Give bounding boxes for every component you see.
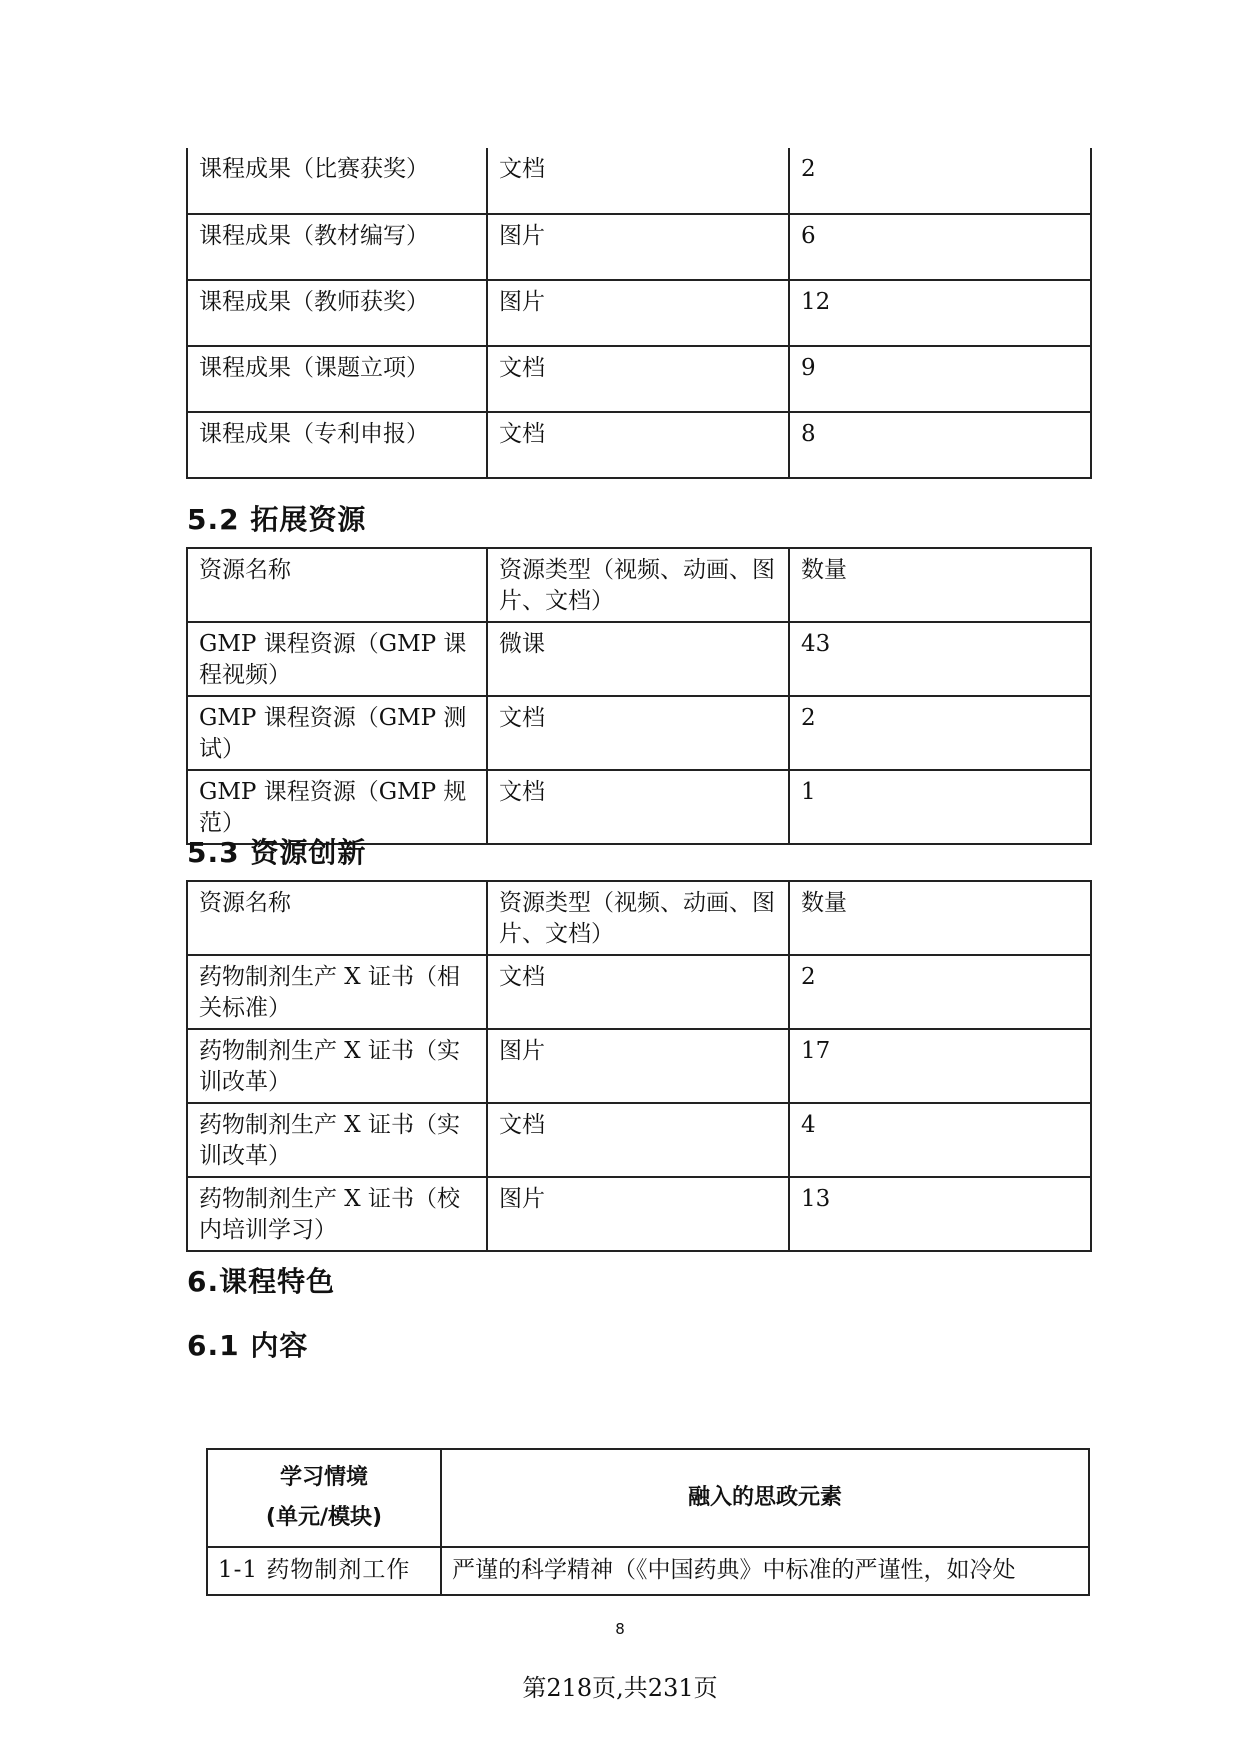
resource-name-cell: GMP 课程资源（GMP 测试） — [187, 696, 487, 770]
header-resource-name: 资源名称 — [187, 881, 487, 955]
ideology-elements-table — [206, 1448, 1090, 1596]
resource-name-cell: 药物制剂生产 X 证书（校内培训学习） — [187, 1177, 487, 1251]
resource-type-cell: 图片 — [487, 1029, 789, 1103]
quantity-cell: 17 — [789, 1029, 1091, 1103]
table-header-row — [187, 881, 1091, 955]
quantity-cell: 6 — [789, 214, 1091, 280]
quantity-cell: 2 — [789, 148, 1091, 214]
resource-name-cell: 药物制剂生产 X 证书（相关标准） — [187, 955, 487, 1029]
table-row — [187, 1029, 1091, 1103]
header-ideological-elements: 融入的思政元素 — [441, 1449, 1089, 1547]
resource-type-cell: 文档 — [487, 1103, 789, 1177]
resource-type-cell: 文档 — [487, 696, 789, 770]
table-header-row — [187, 548, 1091, 622]
resource-name-cell: GMP 课程资源（GMP 规范） — [187, 770, 487, 844]
table-row — [187, 622, 1091, 696]
learning-context-cell: 1-1 药物制剂工作 — [207, 1547, 441, 1595]
resource-type-cell: 微课 — [487, 622, 789, 696]
resource-type-cell: 图片 — [487, 280, 789, 346]
section-heading-6-1: 6.1 内容 — [187, 1329, 309, 1362]
resource-type-cell: 图片 — [487, 1177, 789, 1251]
achievements-table — [186, 148, 1092, 479]
quantity-cell: 2 — [789, 696, 1091, 770]
header-learning-context-line1: 学习情境 — [279, 1465, 368, 1490]
table-row — [187, 280, 1091, 346]
page-number: 8 — [615, 1620, 625, 1638]
table-row — [187, 696, 1091, 770]
table-row — [187, 148, 1091, 214]
table-row — [187, 412, 1091, 478]
table-row — [187, 1103, 1091, 1177]
header-resource-type: 资源类型（视频、动画、图片、文档） — [487, 881, 789, 955]
quantity-cell: 1 — [789, 770, 1091, 844]
resource-type-cell: 文档 — [487, 955, 789, 1029]
header-resource-type: 资源类型（视频、动画、图片、文档） — [487, 548, 789, 622]
resource-name-cell: 课程成果（专利申报） — [187, 412, 487, 478]
quantity-cell: 12 — [789, 280, 1091, 346]
resource-name-cell: 课程成果（教师获奖） — [187, 280, 487, 346]
ideological-element-cell: 严谨的科学精神（《中国药典》中标准的严谨性，如冷处 — [441, 1547, 1089, 1595]
quantity-cell: 8 — [789, 412, 1091, 478]
resource-name-cell: 课程成果（课题立项） — [187, 346, 487, 412]
header-learning-context-line2: (单元/模块) — [265, 1505, 383, 1530]
table-row — [187, 955, 1091, 1029]
table-row — [187, 1177, 1091, 1251]
resource-name-cell: 课程成果（教材编写） — [187, 214, 487, 280]
header-quantity: 数量 — [789, 548, 1091, 622]
section-heading-5-2: 5.2 拓展资源 — [187, 503, 367, 536]
header-learning-context — [207, 1449, 441, 1547]
resource-name-cell: 药物制剂生产 X 证书（实训改革） — [187, 1029, 487, 1103]
extended-resources-table — [186, 547, 1092, 845]
table-row — [207, 1547, 1089, 1595]
innovation-resources-table — [186, 880, 1092, 1252]
resource-name-cell: 课程成果（比赛获奖） — [187, 148, 487, 214]
resource-type-cell: 图片 — [487, 214, 789, 280]
section-heading-5-3: 5.3 资源创新 — [187, 836, 367, 869]
resource-type-cell: 文档 — [487, 770, 789, 844]
quantity-cell: 13 — [789, 1177, 1091, 1251]
table-row — [187, 346, 1091, 412]
header-resource-name: 资源名称 — [187, 548, 487, 622]
quantity-cell: 2 — [789, 955, 1091, 1029]
resource-type-cell: 文档 — [487, 412, 789, 478]
quantity-cell: 4 — [789, 1103, 1091, 1177]
resource-type-cell: 文档 — [487, 346, 789, 412]
table-header-row — [207, 1449, 1089, 1547]
quantity-cell: 43 — [789, 622, 1091, 696]
header-quantity: 数量 — [789, 881, 1091, 955]
section-heading-6: 6.课程特色 — [187, 1265, 336, 1298]
resource-name-cell: GMP 课程资源（GMP 课程视频） — [187, 622, 487, 696]
quantity-cell: 9 — [789, 346, 1091, 412]
resource-type-cell: 文档 — [487, 148, 789, 214]
resource-name-cell: 药物制剂生产 X 证书（实训改革） — [187, 1103, 487, 1177]
page-footer: 第218页,共231页 — [522, 1674, 718, 1702]
table-row — [187, 214, 1091, 280]
